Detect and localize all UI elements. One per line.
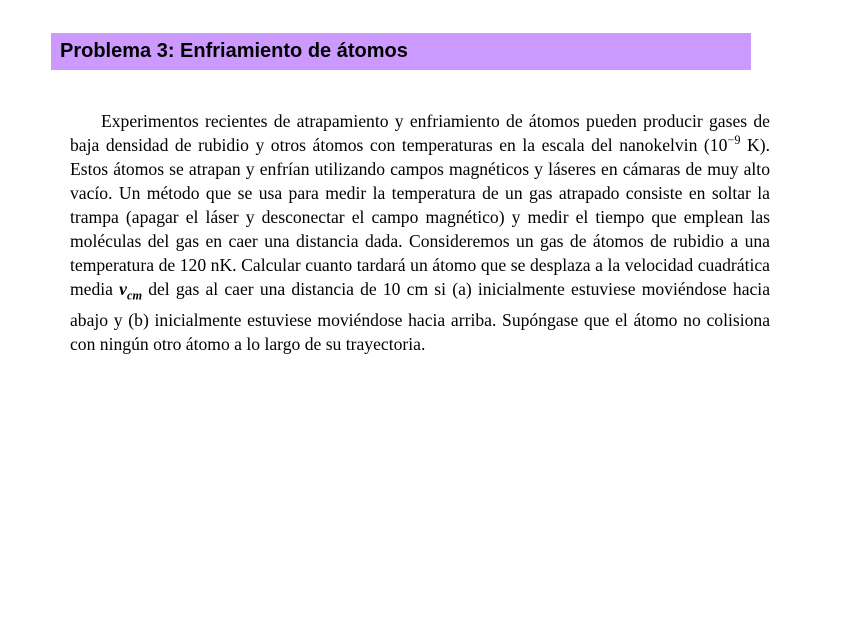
velocity-letter: v xyxy=(119,279,127,299)
statement-text-part3: del gas al caer una distancia de 10 cm si (a) inicialmente estuviese moviéndose hacia abajo y (b) inicialmente estuviese moviéndose hacia arriba. Supóngase que el átomo no colisiona con ningún otro átomo a lo largo de su trayectoria. xyxy=(70,279,771,354)
statement-text-part1: Experimentos recientes de atrapamiento y enfriamiento de átomos pueden producir gases de baja densidad de rubidio y otros átomos con temperaturas en la escala del nanokelvin (10 xyxy=(70,111,770,155)
title-banner xyxy=(51,33,751,70)
exponent: −9 xyxy=(727,133,741,148)
statement-text-part2: K). Estos átomos se atrapan y enfrían utilizando campos magnéticos y láseres en cámaras de muy alto vacío. Un método que se usa para medir la temperatura de un gas atrapado consiste en soltar la trampa (apagar el láser y desconectar el campo magnético) y medir el tiempo que emplean las moléculas del gas en caer una distancia dada. Consideremos un gas de átomos de rubidio a una temperatura de 120 nK. Calcular cuanto tardará un átomo que se desplaza a la velocidad cuadrática media xyxy=(70,135,770,299)
velocity-symbol xyxy=(119,279,143,303)
page-title: Problema 3: Enfriamiento de átomos xyxy=(60,40,408,62)
problem-statement xyxy=(70,109,770,356)
velocity-subscript: cm xyxy=(126,288,143,303)
